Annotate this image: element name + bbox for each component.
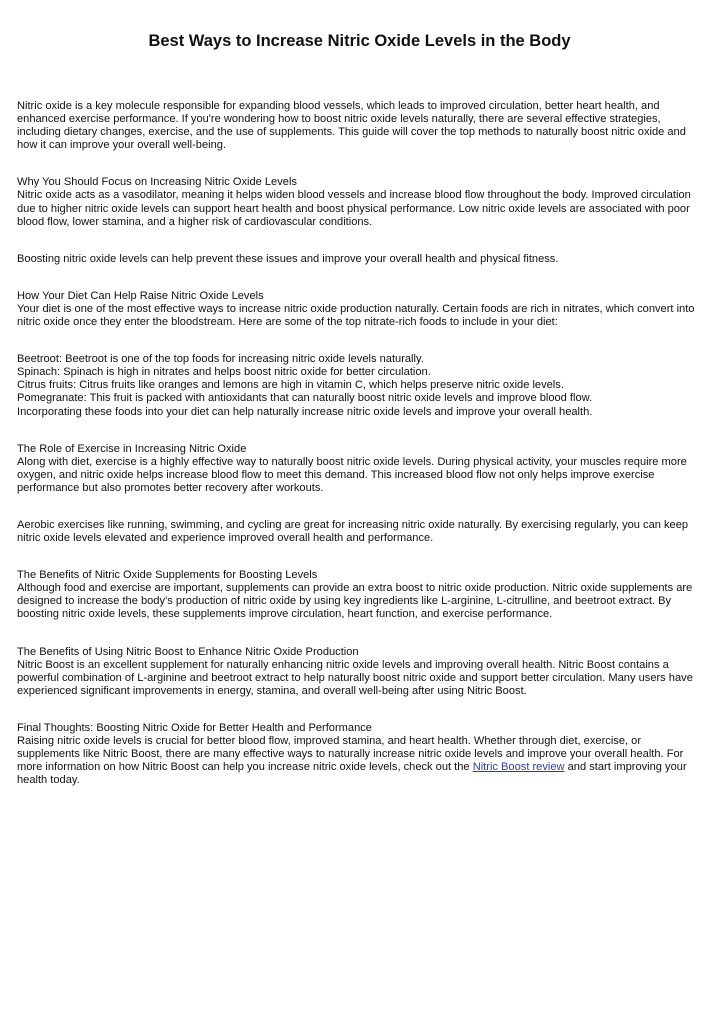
paragraph-line: Along with diet, exercise is a highly effective way to naturally boost nitric oxide levels. During physical activity, your muscles require more oxygen, and nitric oxide helps increase blood flow to meet this demand. This increased blood flow not only helps improve exercise performance but also promotes better recovery after workouts. [17, 455, 687, 494]
paragraph [17, 569, 704, 621]
paragraph [17, 290, 704, 329]
paragraph-line: Boosting nitric oxide levels can help prevent these issues and improve your overall health and physical fitness. [17, 252, 559, 265]
paragraph-line: Nitric oxide acts as a vasodilator, meaning it helps widen blood vessels and increase blood flow throughout the body. Improved circulation due to higher nitric oxide levels can support heart health and boost physical performance. Low nitric oxide levels are associated with poor blood flow, lower stamina, and a higher risk of cardiovascular conditions. [17, 189, 691, 228]
nitric-boost-review-link[interactable]: Nitric Boost review [472, 761, 565, 774]
section-heading: The Role of Exercise in Increasing Nitric Oxide [17, 442, 247, 455]
paragraph-line: Your diet is one of the most effective ways to increase nitric oxide production naturally. Certain foods are rich in nitrates, which convert into nitric oxide once they enter the bloodstream. Here are some of the top nitrate-rich foods to include in your diet: [17, 302, 695, 329]
section-heading: The Benefits of Using Nitric Boost to Enhance Nitric Oxide Production [17, 645, 359, 658]
page-title: Best Ways to Increase Nitric Oxide Levels in the Body [148, 32, 571, 50]
paragraph [17, 100, 704, 152]
paragraph-line: Beetroot: Beetroot is one of the top foods for increasing nitric oxide levels naturally. [17, 353, 424, 366]
paragraph-line: Incorporating these foods into your diet can help naturally increase nitric oxide levels and improve your overall health. [17, 405, 593, 418]
paragraph-line: Although food and exercise are important, supplements can provide an extra boost to nitric oxide production. Nitric oxide supplements are designed to increase the body’s production of nitric oxide by using key ingredients like L-arginine, L-citrulline, and beetroot extract. By boosting nitric oxide levels, these supplements improve circulation, heart function, and exercise performance. [17, 582, 693, 621]
paragraph [17, 176, 704, 228]
paragraph-line: Spinach: Spinach is high in nitrates and helps boost nitric oxide for better circulation. [17, 366, 431, 379]
final-paragraph [17, 722, 704, 787]
paragraph-line: Nitric oxide is a key molecule responsible for expanding blood vessels, which leads to improved circulation, better heart health, and enhanced exercise performance. If you're wondering how to boost nitric oxide levels naturally, there are several effective strategies, including dietary changes, exercise, and the use of supplements. This guide will cover the top methods to naturally boost nitric oxide and how it can improve your overall well-being. [17, 100, 686, 152]
section-heading: The Benefits of Nitric Oxide Supplements for Boosting Levels [17, 569, 318, 582]
section-heading: Why You Should Focus on Increasing Nitric Oxide Levels [17, 176, 297, 189]
final-text-after-link: and start improving your health today. [17, 761, 687, 787]
paragraph [17, 646, 704, 698]
final-text-before-link: Raising nitric oxide levels is crucial for better blood flow, improved stamina, and heart health. Whether through diet, exercise, or supplements like Nitric Boost, there are many effective ways to naturally increase nitric oxide levels and improve your overall health. For more information on how Nitric Boost can help you increase nitric oxide levels, check out the [17, 735, 684, 774]
paragraph [17, 353, 704, 418]
section-heading: How Your Diet Can Help Raise Nitric Oxide Levels [17, 289, 264, 302]
paragraph-line: Citrus fruits: Citrus fruits like oranges and lemons are high in vitamin C, which helps preserve nitric oxide levels. [17, 379, 564, 392]
document-body [17, 100, 704, 811]
paragraph-line: Nitric Boost is an excellent supplement for naturally enhancing nitric oxide levels and improving overall health. Nitric Boost contains a powerful combination of L-arginine and beetroot extract to help naturally boost nitric oxide and support better circulation. Many users have experienced significant improvements in energy, stamina, and overall well-being after using Nitric Boost. [17, 658, 693, 697]
paragraph-line: Pomegranate: This fruit is packed with antioxidants that can naturally boost nitric oxide levels and improve blood flow. [17, 392, 593, 405]
paragraph-line: Aerobic exercises like running, swimming, and cycling are great for increasing nitric oxide naturally. By exercising regularly, you can keep nitric oxide levels elevated and experience improved overall health and performance. [17, 518, 689, 545]
final-heading: Final Thoughts: Boosting Nitric Oxide for Better Health and Performance [17, 721, 372, 734]
paragraph [17, 253, 704, 266]
paragraph [17, 519, 704, 545]
paragraph [17, 443, 704, 495]
